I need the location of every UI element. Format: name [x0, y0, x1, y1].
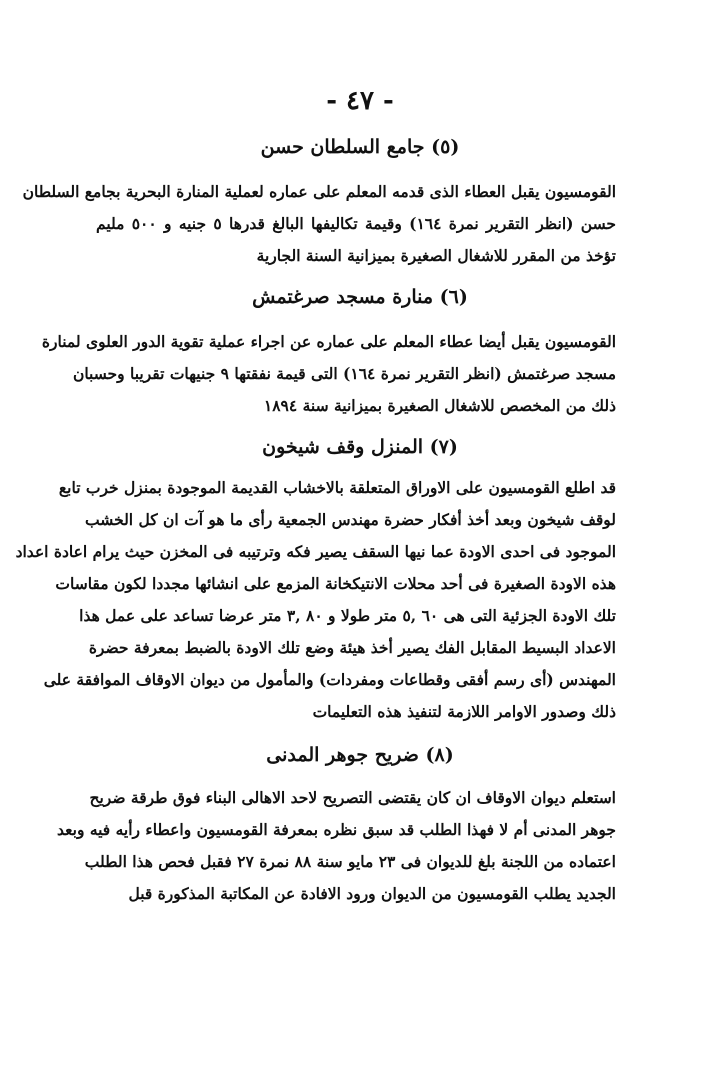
body-line: تؤخذ من المقرر للاشغال الصغيرة بميزانية السنة الجارية	[256, 246, 616, 265]
page-number: - ٤٧ -	[326, 86, 394, 116]
section-body-7	[15, 472, 616, 728]
body-line: الجديد يطلب القومسيون من الديوان ورود الافادة عن المكاتبة المذكورة قبل	[128, 884, 616, 903]
body-line: ذلك وصدور الاوامر اللازمة لتنفيذ هذه التعليمات	[312, 702, 616, 721]
section-title-6: (٦) منارة مسجد صرغتمش	[252, 286, 468, 308]
body-line: هذه الاودة الصغيرة فى أحد محلات الانتيكخانة المزمع على انشائها مجددا لكون مقاسات	[55, 574, 616, 593]
body-line: القومسيون يقبل العطاء الذى قدمه المعلم على عماره لعملية المنارة البحرية بجامع السلطان	[22, 182, 616, 201]
body-line: تلك الاودة الجزئية التى هى ٦٠ ,٥ متر طولا و ٨٠ ,٣ متر عرضا تساعد على عمل هذا	[79, 606, 616, 625]
body-line: مسجد صرغتمش (انظر التقرير نمرة ١٦٤) التى قيمة نفقتها ٩ جنيهات تقريبا وحسبان	[72, 364, 616, 383]
section-title-8: (٨) ضريح جوهر المدنى	[266, 744, 454, 766]
body-line: استعلم ديوان الاوقاف ان كان يقتضى التصريح لاحد الاهالى البناء فوق طرقة ضريح	[89, 788, 616, 807]
body-line: الاعداد البسيط المقابل الفك يصير أخذ هيئة وضع تلك الاودة بالضبط بمعرفة حضرة	[88, 638, 616, 657]
body-line: ذلك من المخصص للاشغال الصغيرة بميزانية سنة ١٨٩٤	[263, 396, 616, 415]
body-line: جوهر المدنى أم لا فهذا الطلب قد سبق نظره بمعرفة القومسيون واعطاء رأيه فيه وبعد	[57, 820, 616, 839]
body-line: لوقف شيخون وبعد أخذ أفكار حضرة مهندس الجمعية رأى ما هو آت ان كل الخشب	[85, 510, 616, 529]
section-body-5	[22, 176, 616, 272]
body-line: قد اطلع القومسيون على الاوراق المتعلقة بالاخشاب القديمة الموجودة بمنزل خرب تابع	[58, 478, 616, 497]
body-line: القومسيون يقبل أيضا عطاء المعلم على عماره عن اجراء عملية تقوية الدور العلوى لمنارة	[41, 332, 616, 351]
section-title-5: (٥) جامع السلطان حسن	[260, 136, 460, 158]
body-line: حسن (انظر التقرير نمرة ١٦٤) وقيمة تكاليفها البالغ قدرها ٥ جنيه و ٥٠٠ مليم	[96, 214, 616, 233]
body-line: اعتماده من اللجنة بلغ للديوان فى ٢٣ مايو سنة ٨٨ نمرة ٢٧ فقبل فحص هذا الطلب	[84, 852, 616, 871]
section-body-8	[57, 782, 616, 910]
section-body-6	[41, 326, 616, 422]
body-line: الموجود فى احدى الاودة عما نيها السقف يصير فكه وترتيبه فى المخزن حيث يرام اعادة اعداد	[15, 542, 616, 561]
section-title-7: (٧) المنزل وقف شيخون	[262, 436, 458, 458]
body-line: المهندس (أى رسم أفقى وقطاعات ومفردات) والمأمول من ديوان الاوقاف الموافقة على	[43, 670, 616, 689]
